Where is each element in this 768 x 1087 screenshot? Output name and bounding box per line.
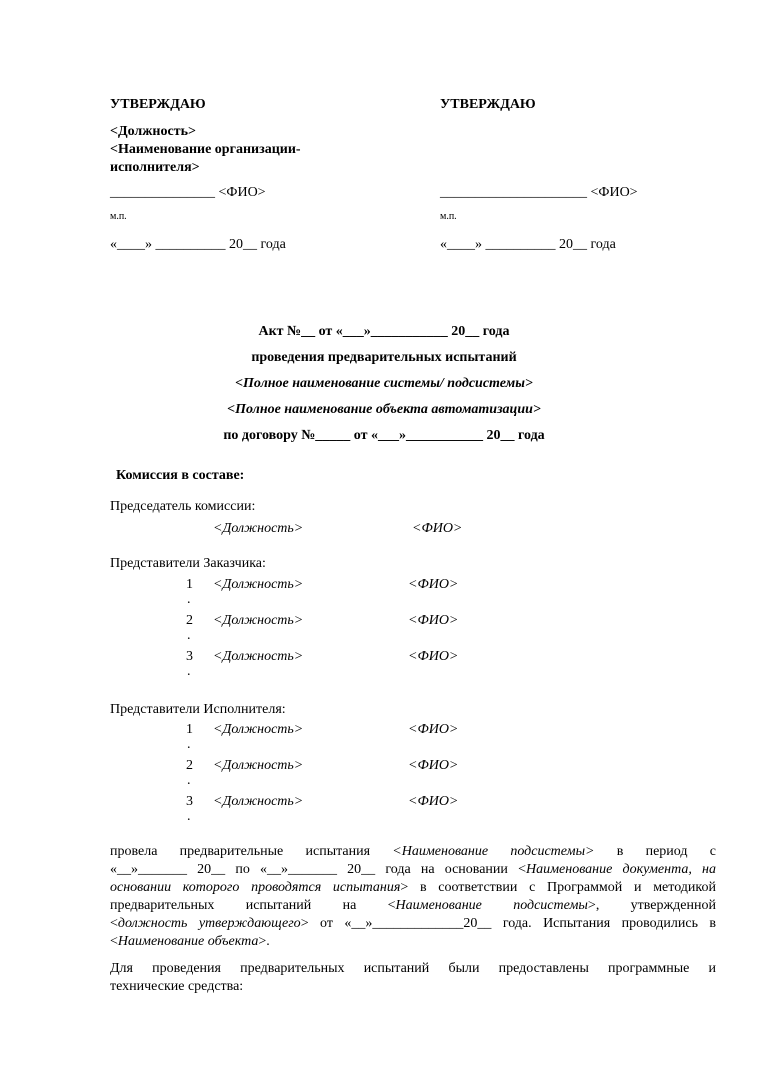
- approval-right-heading: УТВЕРЖДАЮ: [440, 97, 536, 112]
- customer-member-position: <Должность>: [213, 577, 304, 592]
- approval-right-stamp: м.п.: [440, 211, 457, 222]
- customer-member-dot: .: [187, 664, 191, 679]
- contractor-member-position: <Должность>: [213, 722, 304, 737]
- approval-left-heading: УТВЕРЖДАЮ: [110, 97, 206, 112]
- act-title-line2: проведения предварительных испытаний: [251, 350, 517, 365]
- customer-member-position: <Должность>: [213, 649, 304, 664]
- contractor-member-position: <Должность>: [213, 794, 304, 809]
- contractor-member-number: 1: [186, 722, 193, 737]
- customer-member-number: 2: [186, 613, 193, 628]
- chair-label: Председатель комиссии:: [110, 499, 256, 514]
- contractor-member-name: <ФИО>: [408, 794, 459, 809]
- contractor-member-dot: .: [187, 773, 191, 788]
- chair-name: <ФИО>: [412, 521, 463, 536]
- approval-right-signature: _____________________ <ФИО>: [440, 185, 638, 200]
- paragraph-line: основании которого проводятся испытания> в соответствии с Программой и методикой: [110, 880, 716, 895]
- customer-member-name: <ФИО>: [408, 649, 459, 664]
- customer-member-name: <ФИО>: [408, 613, 459, 628]
- approval-left-org-line2: исполнителя>: [110, 160, 200, 175]
- contractor-member-number: 3: [186, 794, 193, 809]
- approval-right-date: «____» __________ 20__ года: [440, 237, 616, 252]
- act-title-object: <Полное наименование объекта автоматизации>: [227, 402, 541, 417]
- approval-left-stamp: м.п.: [110, 211, 127, 222]
- customer-label: Представители Заказчика:: [110, 556, 266, 571]
- chair-position: <Должность>: [213, 521, 304, 536]
- act-title-contract: по договору №_____ от «___»___________ 20__ года: [223, 428, 545, 443]
- paragraph-line: <Наименование объекта>.: [110, 934, 270, 949]
- contractor-member-dot: .: [187, 809, 191, 824]
- paragraph-line: <должность утверждающего> от «__»_____________20__ года. Испытания проводились в: [110, 916, 716, 931]
- act-title-system: <Полное наименование системы/ подсистемы>: [235, 376, 533, 391]
- act-title-line1: Акт №__ от «___»___________ 20__ года: [258, 324, 510, 339]
- commission-heading: Комиссия в составе:: [116, 468, 245, 483]
- customer-member-name: <ФИО>: [408, 577, 459, 592]
- contractor-label: Представители Исполнителя:: [110, 702, 286, 717]
- approval-left-position: <Должность>: [110, 124, 196, 139]
- approval-left-date: «____» __________ 20__ года: [110, 237, 286, 252]
- customer-member-dot: .: [187, 592, 191, 607]
- customer-member-number: 3: [186, 649, 193, 664]
- paragraph-line: технические средства:: [110, 979, 244, 994]
- customer-member-dot: .: [187, 628, 191, 643]
- paragraph-line: «__»_______ 20__ по «__»_______ 20__ года на основании <Наименование документа, на: [110, 862, 716, 877]
- contractor-member-name: <ФИО>: [408, 722, 459, 737]
- approval-left-signature: _______________ <ФИО>: [110, 185, 266, 200]
- customer-member-number: 1: [186, 577, 193, 592]
- paragraph-line: провела предварительные испытания <Наименование подсистемы> в период с: [110, 844, 716, 859]
- customer-member-position: <Должность>: [213, 613, 304, 628]
- paragraph-line: Для проведения предварительных испытаний были предоставлены программные и: [110, 961, 716, 976]
- approval-left-org-line1: <Наименование организации-: [110, 142, 301, 157]
- paragraph-line: предварительных испытаний на <Наименование подсистемы>, утвержденной: [110, 898, 716, 913]
- contractor-member-dot: .: [187, 737, 191, 752]
- contractor-member-position: <Должность>: [213, 758, 304, 773]
- contractor-member-name: <ФИО>: [408, 758, 459, 773]
- contractor-member-number: 2: [186, 758, 193, 773]
